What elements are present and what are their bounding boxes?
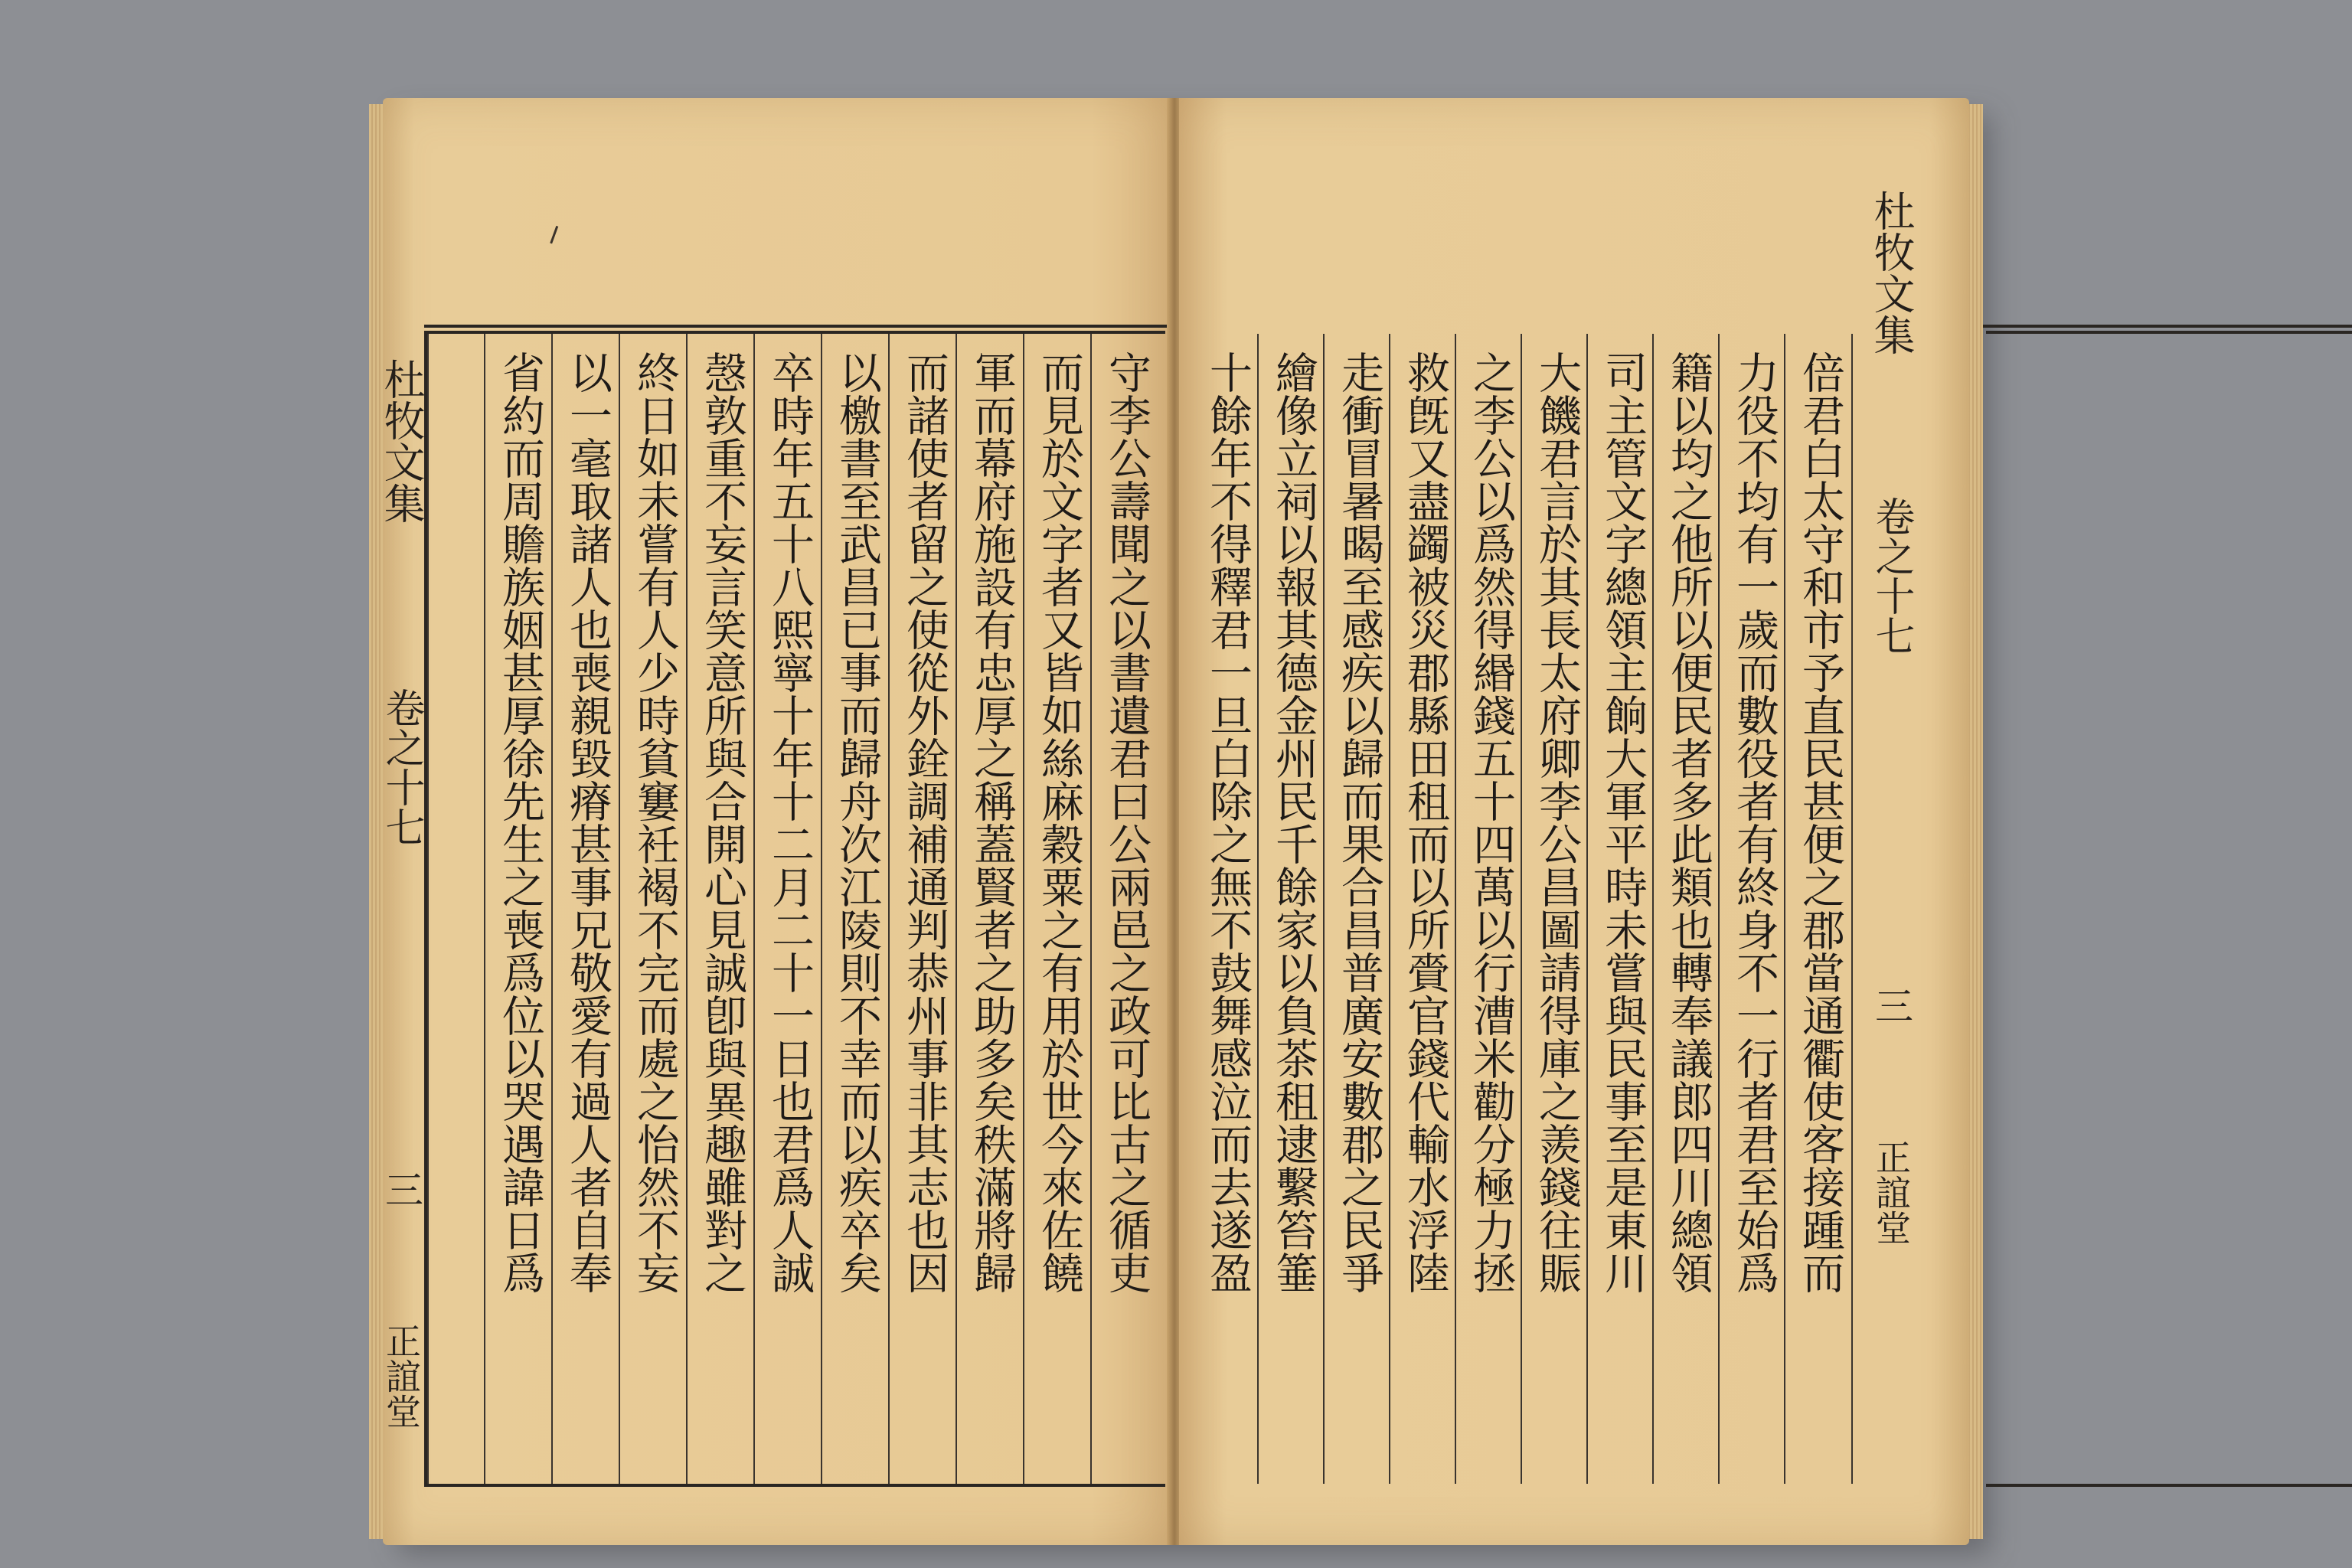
column-rule bbox=[619, 334, 620, 1484]
column-rule bbox=[1257, 334, 1259, 1484]
right-margin-title: 杜牧文集 bbox=[1867, 190, 1916, 355]
left-margin-hall: 正誼堂 bbox=[381, 1323, 422, 1429]
column-rule bbox=[427, 334, 429, 1484]
left-text-column-9: 以一毫取諸人也喪親毀瘠甚事兄敬愛有過人者自奉 bbox=[563, 351, 612, 1294]
column-rule bbox=[1521, 334, 1522, 1484]
left-margin-title: 杜牧文集 bbox=[377, 358, 426, 524]
left-text-column-5: 以檄書至武昌已事而歸舟次江陵則不幸而以疾卒矣 bbox=[832, 351, 882, 1294]
left-page bbox=[377, 98, 1170, 1545]
left-text-column-4: 而諸使者留之使從外銓調補通判恭州事非其志也因 bbox=[900, 351, 949, 1294]
right-text-column-6: 之李公以爲然得緡錢五十四萬以行漕米勸分極力拯 bbox=[1466, 351, 1516, 1294]
right-text-column-9: 繪像立祠以報其德金州民千餘家以負茶租逮繫笞箠 bbox=[1269, 351, 1318, 1294]
column-rule bbox=[1586, 334, 1588, 1484]
left-margin-volume: 卷之十七 bbox=[378, 688, 424, 847]
right-margin-volume: 卷之十七 bbox=[1868, 496, 1914, 655]
right-page bbox=[1179, 98, 1969, 1545]
left-text-column-7: 愨敦重不妄言笑意所與合開心見誠卽與異趣雖對之 bbox=[697, 351, 747, 1294]
right-text-column-10: 十餘年不得釋君一旦白除之無不鼓舞感泣而去遂盈 bbox=[1203, 351, 1253, 1294]
left-text-column-6: 卒時年五十八熙寧十年十二月二十一日也君爲人誠 bbox=[765, 351, 815, 1294]
column-rule bbox=[956, 334, 957, 1484]
column-rule bbox=[1851, 334, 1853, 1484]
left-text-column-10: 省約而周贍族姻甚厚徐先生之喪爲位以哭遇諱日爲 bbox=[495, 351, 545, 1294]
column-rule bbox=[1323, 334, 1325, 1484]
column-rule bbox=[1784, 334, 1785, 1484]
open-book bbox=[377, 98, 1969, 1545]
column-rule bbox=[888, 334, 890, 1484]
right-text-column-4: 司主管文字總領主餉大軍平時未嘗與民事至是東川 bbox=[1598, 351, 1648, 1294]
right-text-column-3: 籍以均之他所以便民者多此類也轉奉議郎四川總領 bbox=[1664, 351, 1713, 1294]
column-rule bbox=[1718, 334, 1720, 1484]
column-rule bbox=[484, 334, 485, 1484]
column-rule bbox=[1455, 334, 1456, 1484]
right-margin-hall: 正誼堂 bbox=[1870, 1139, 1912, 1245]
left-text-column-1: 守李公壽聞之以書遺君曰公兩邑之政可比古之循吏 bbox=[1102, 351, 1152, 1294]
right-text-column-2: 力役不均有一歲而數役者有終身不一行者君至始爲 bbox=[1730, 351, 1779, 1294]
column-rule bbox=[1090, 334, 1092, 1484]
right-page-frame bbox=[1986, 331, 2352, 1487]
right-text-column-5: 大饑君言於其長太府卿李公昌圖請得庫之羨錢往賑 bbox=[1532, 351, 1582, 1294]
right-text-column-7: 救旣又盡蠲被災郡縣田租而以所賫官錢代輸水浮陸 bbox=[1400, 351, 1450, 1294]
column-rule bbox=[1652, 334, 1654, 1484]
left-text-column-3: 軍而幕府施設有忠厚之稱蓋賢者之助多矣秩滿將歸 bbox=[967, 351, 1017, 1294]
left-margin-folio: 三 bbox=[379, 1170, 423, 1208]
ink-mark bbox=[550, 226, 564, 246]
column-rule bbox=[551, 334, 553, 1484]
right-text-column-1: 倍君白太守和市予直民甚便之郡當通衢使客接踵而 bbox=[1795, 351, 1845, 1294]
column-rule bbox=[753, 334, 755, 1484]
column-rule bbox=[1389, 334, 1390, 1484]
right-text-column-8: 走衝冒暑暍至感疾以歸而果合昌普廣安數郡之民爭 bbox=[1334, 351, 1384, 1294]
column-rule bbox=[686, 334, 688, 1484]
left-text-column-2: 而見於文字者又皆如絲麻穀粟之有用於世今來佐饒 bbox=[1034, 351, 1084, 1294]
left-text-column-8: 終日如未嘗有人少時貧窶衽褐不完而處之怡然不妄 bbox=[630, 351, 680, 1294]
column-rule bbox=[821, 334, 822, 1484]
right-margin-folio: 三 bbox=[1869, 986, 1913, 1024]
column-rule bbox=[1023, 334, 1024, 1484]
